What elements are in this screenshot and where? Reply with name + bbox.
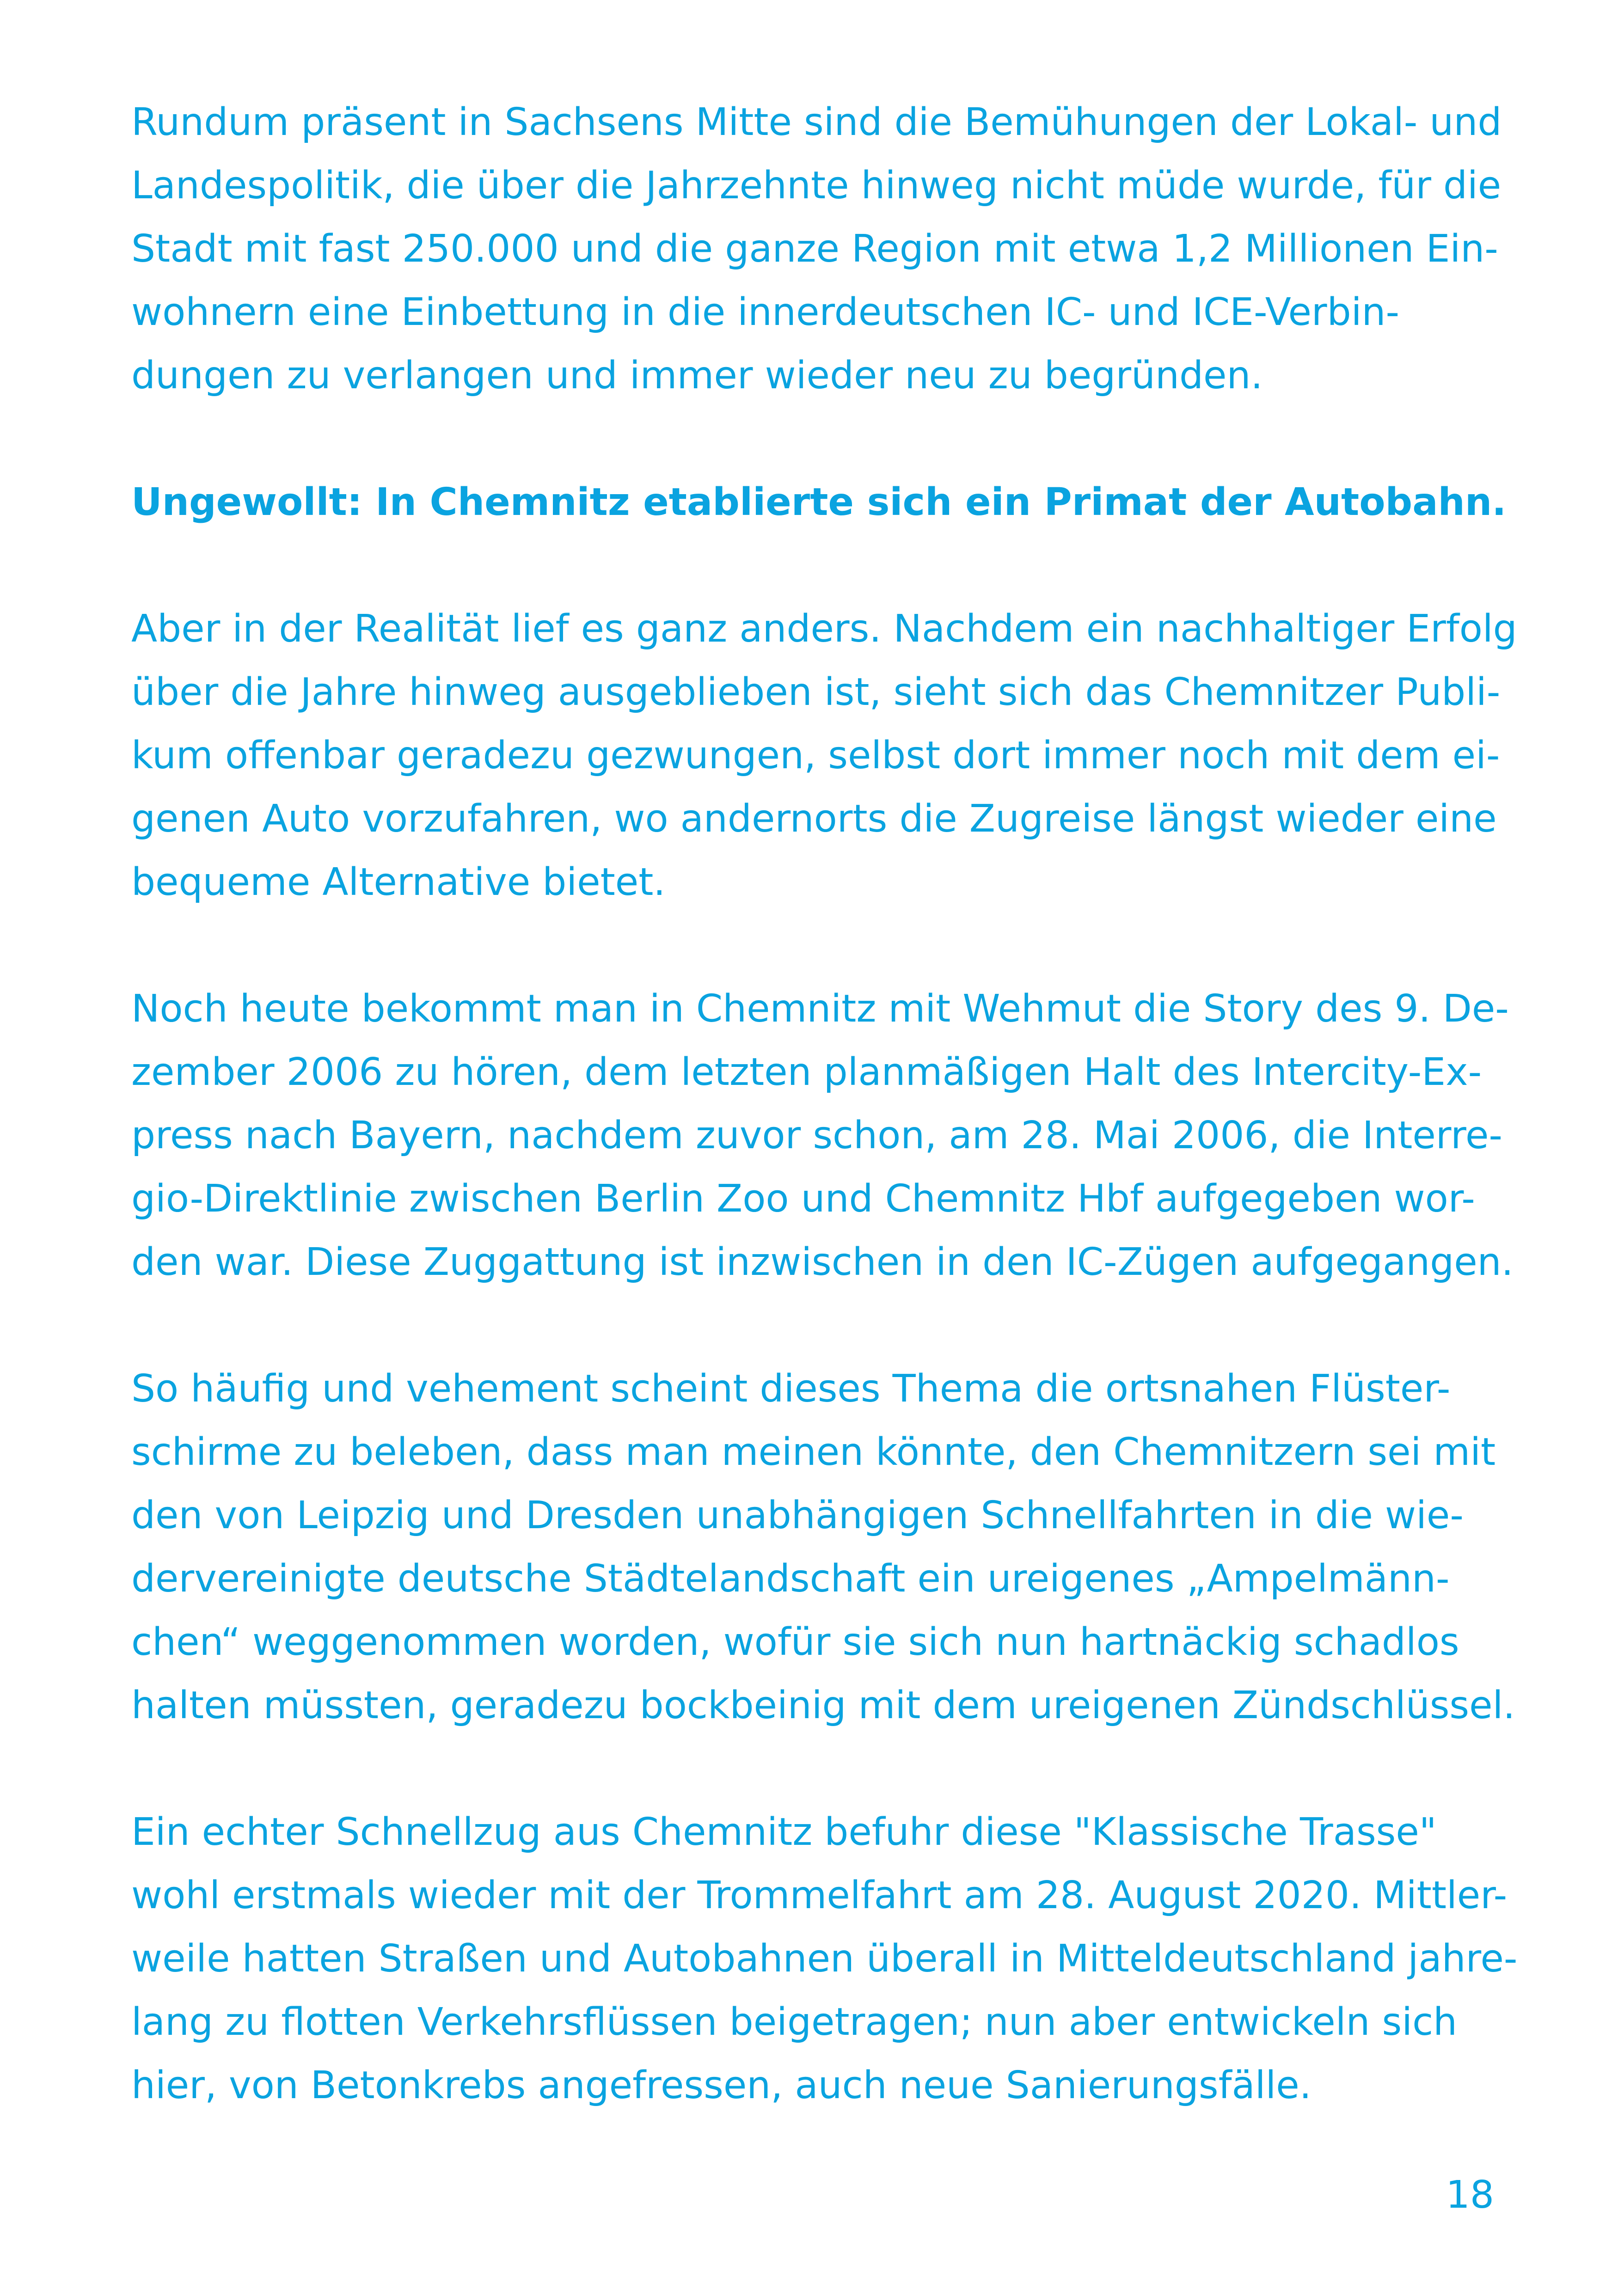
paragraph-1-line: Landespolitik, die über die Jahrzehnte hinweg nicht müde wurde, für die [131,164,1502,208]
body-text [131,91,1518,2117]
paragraph-3-line: gio-Direktlinie zwischen Berlin Zoo und Chemnitz Hbf aufgegeben wor- [131,1177,1475,1221]
paragraph-3-line: den war. Diese Zuggattung ist inzwischen in den IC-Zügen aufgegangen. [131,1240,1514,1284]
paragraph-2-line: bequeme Alternative bietet. [131,860,666,904]
paragraph-3 [131,977,1514,1294]
paragraph-4-line: den von Leipzig und Dresden unabhängigen Schnellfahrten in die wie- [131,1494,1464,1537]
paragraph-1-line: Rundum präsent in Sachsens Mitte sind die Bemühungen der Lokal- und [131,100,1502,144]
paragraph-5-line: weile hatten Straßen und Autobahnen überall in Mitteldeutschland jahre- [131,1937,1518,1981]
paragraph-4-line: chen“ weggenommen worden, wofür sie sich nun hartnäckig schadlos [131,1620,1459,1664]
paragraph-5-line: lang zu flotten Verkehrsflüssen beigetragen; nun aber entwickeln sich [131,2000,1458,2044]
paragraph-2-line: genen Auto vorzufahren, wo andernorts die Zugreise längst wieder eine [131,797,1497,841]
paragraph-3-line: zember 2006 zu hören, dem letzten planmäßigen Halt des Intercity-Ex- [131,1050,1482,1094]
paragraph-1-line: dungen zu verlangen und immer wieder neu zu begründen. [131,354,1263,398]
paragraph-5 [131,1800,1518,2117]
paragraph-1-line: wohnern eine Einbettung in die innerdeutschen IC- und ICE-Verbin- [131,290,1400,334]
paragraph-1 [131,91,1514,407]
paragraph-gap [131,914,1514,977]
paragraph-5-line: Ein echter Schnellzug aus Chemnitz befuhr diese "Klassische Trasse" [131,1810,1437,1854]
paragraph-4 [131,1357,1514,1737]
paragraph-2-line: über die Jahre hinweg ausgeblieben ist, sieht sich das Chemnitzer Publi- [131,670,1501,714]
paragraph-5-line: wohl erstmals wieder mit der Trommelfahrt am 28. August 2020. Mittler- [131,1874,1508,1917]
section-heading-text: Ungewollt: In Chemnitz etablierte sich ein Primat der Autobahn. [131,480,1507,524]
paragraph-1-line: Stadt mit fast 250.000 und die ganze Region mit etwa 1,2 Millionen Ein- [131,227,1498,271]
paragraph-gap [131,534,1514,597]
paragraph-gap [131,1737,1514,1800]
paragraph-5-line: hier, von Betonkrebs angefressen, auch neue Sanierungsfälle. [131,2063,1312,2107]
paragraph-4-line: dervereinigte deutsche Städtelandschaft ein ureigenes „Ampelmänn- [131,1557,1450,1601]
paragraph-gap [131,407,1514,471]
paragraph-4-line: So häufig und vehement scheint dieses Thema die ortsnahen Flüster- [131,1367,1451,1411]
paragraph-2 [131,597,1517,914]
paragraph-3-line: press nach Bayern, nachdem zuvor schon, am 28. Mai 2006, die Interre- [131,1114,1503,1157]
paragraph-4-line: schirme zu beleben, dass man meinen könnte, den Chemnitzern sei mit [131,1430,1496,1474]
paragraph-3-line: Noch heute bekommt man in Chemnitz mit Wehmut die Story des 9. De- [131,987,1509,1031]
section-heading [131,471,1514,534]
page-number: 18 [1446,2173,1494,2217]
paragraph-4-line: halten müssten, geradezu bockbeinig mit dem ureigenen Zündschlüssel. [131,1684,1515,1727]
paragraph-2-line: kum offenbar geradezu gezwungen, selbst dort immer noch mit dem ei- [131,734,1500,778]
paragraph-gap [131,1294,1514,1357]
paragraph-2-line: Aber in der Realität lief es ganz anders. Nachdem ein nachhaltiger Erfolg [131,607,1517,651]
